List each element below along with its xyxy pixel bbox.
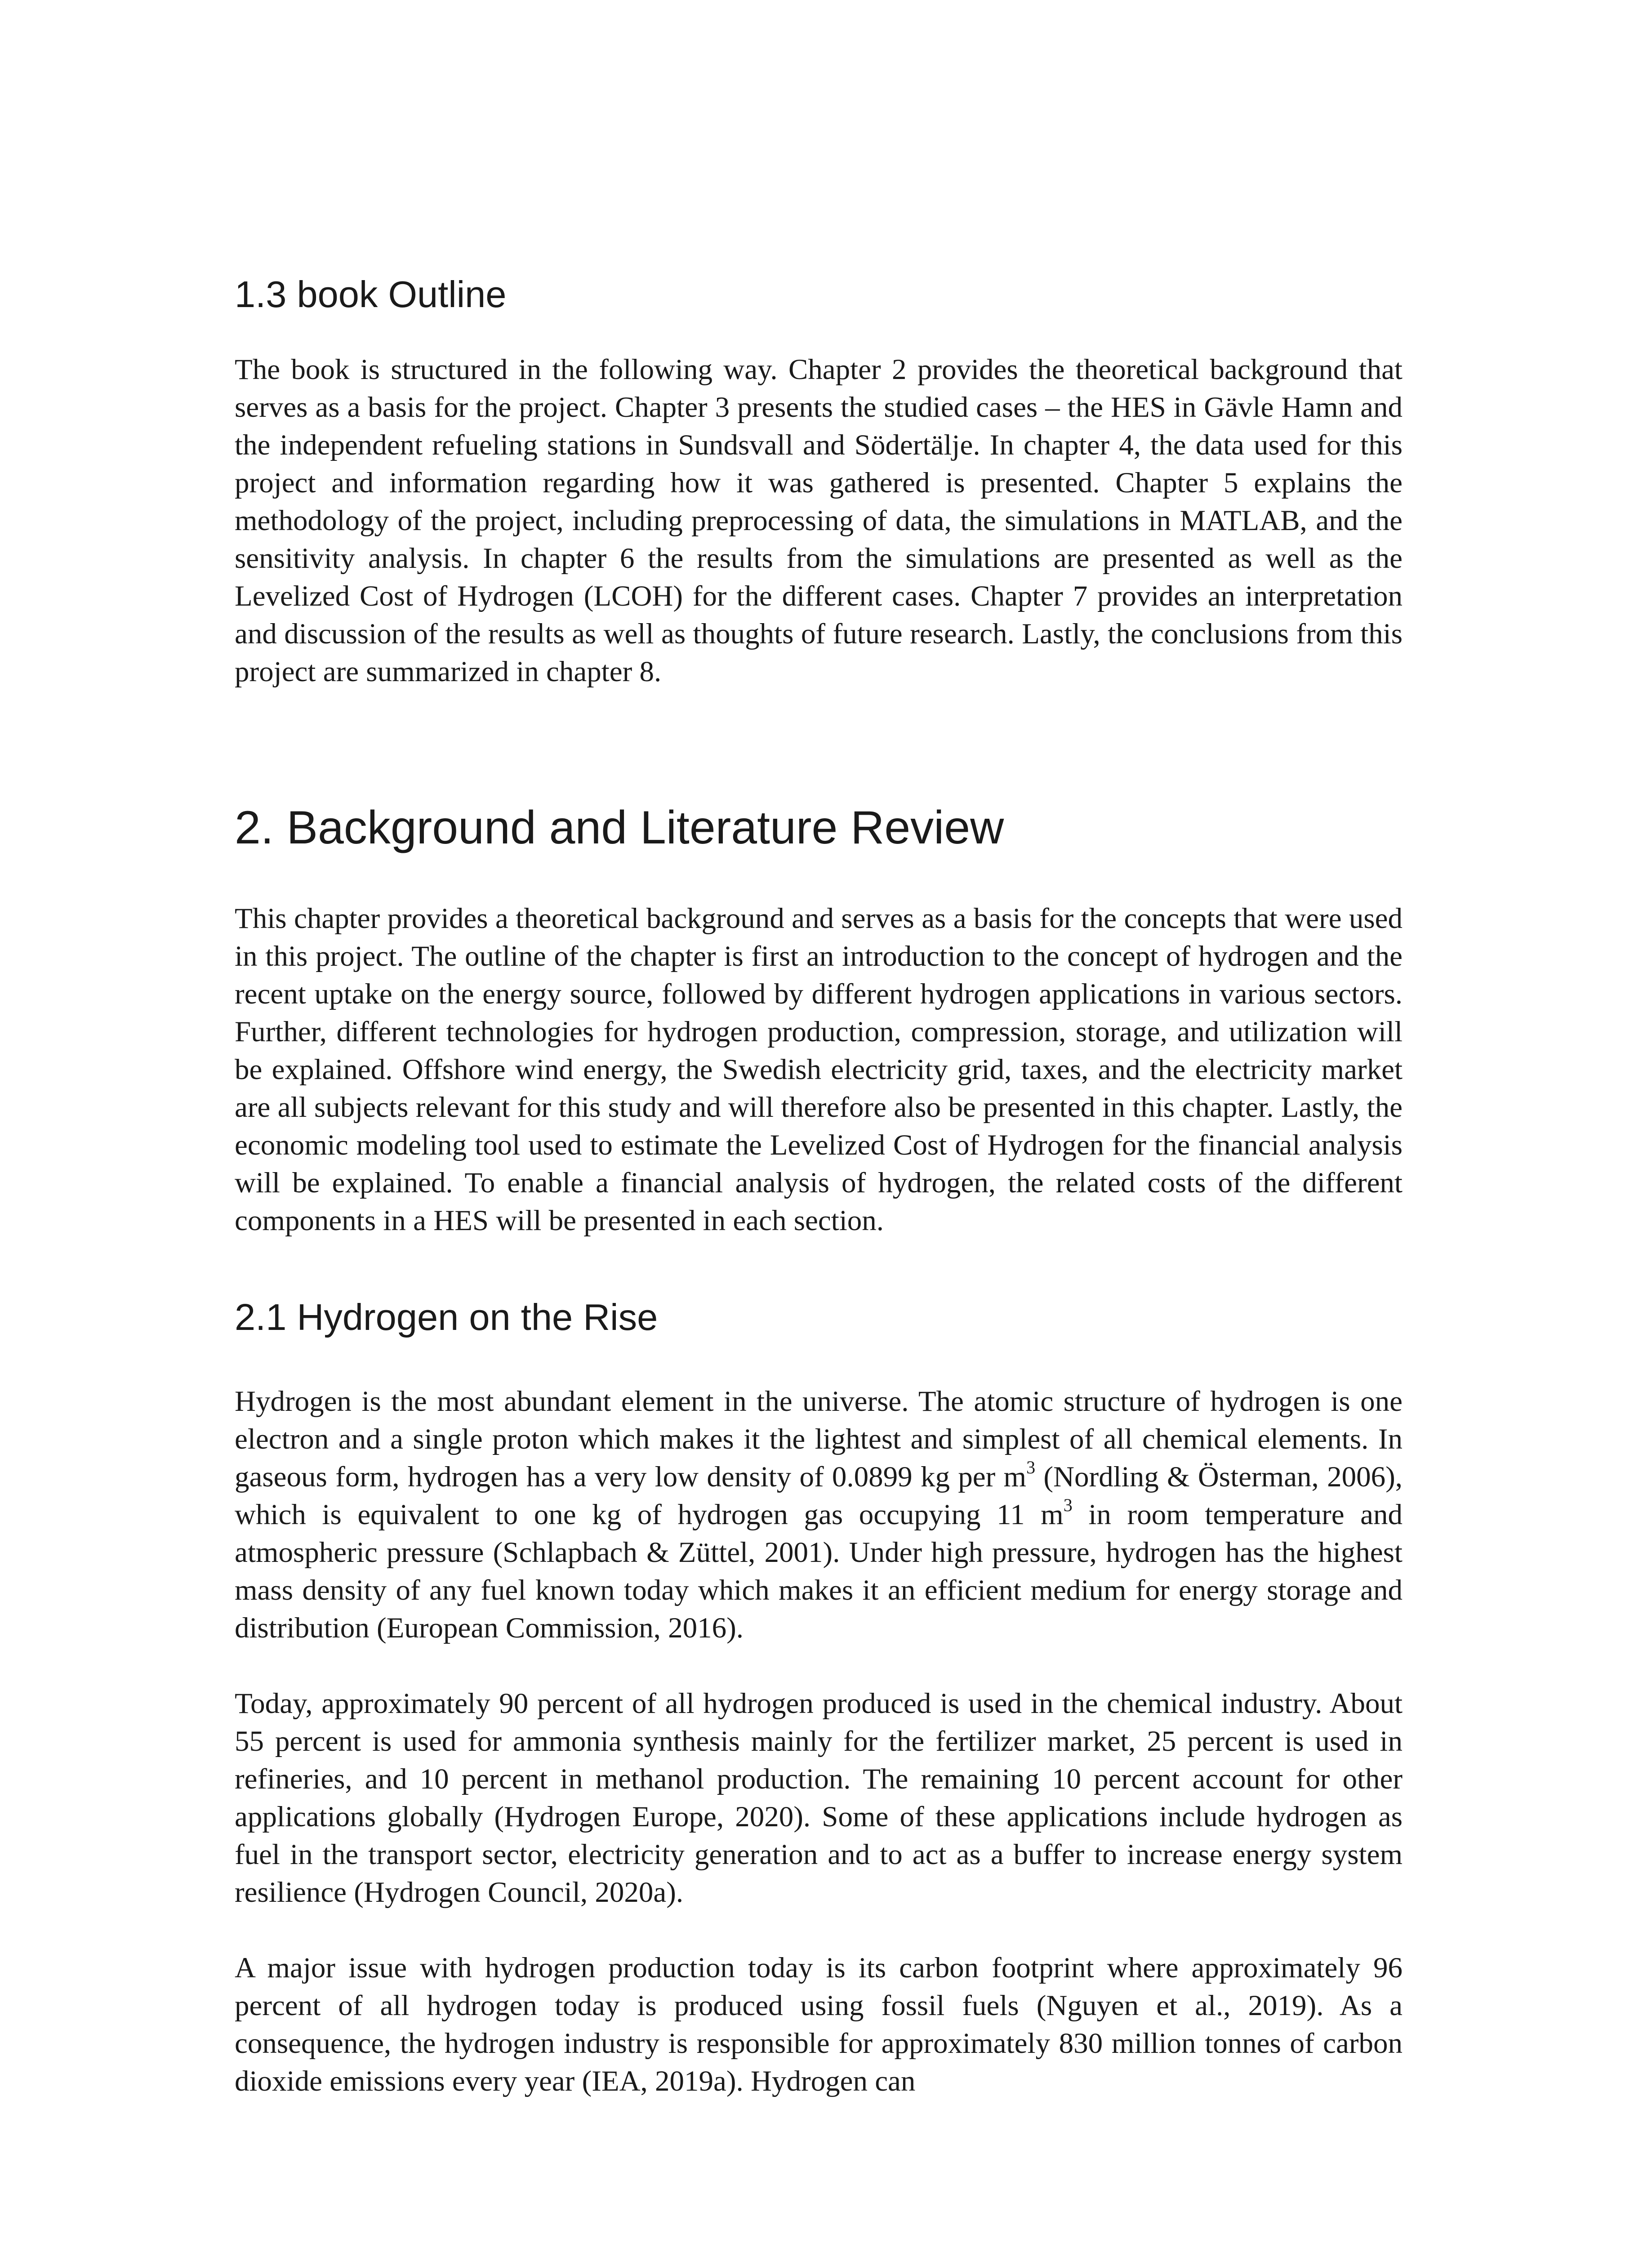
paragraph-carbon-footprint: A major issue with hydrogen production today is its carbon footprint where approximately 96 percent of all hydrogen today is produced using fossil fuels (Nguyen et al., 2019). As a consequence, the hydrogen industry is responsible for approximately 830 million tonnes of carbon dioxide emissions every year (IEA, 2019a). Hydrogen can [235, 1952, 1403, 2097]
text-run: (Nordling & Österman, 2006), which is equivalent to one kg of hydrogen gas occupying 11 m [235, 1461, 1403, 1531]
text-run: Hydrogen is the most abundant element in the universe. The atomic structure of hydrogen is one electron and a single proton which makes it the lightest and simplest of all chemical elements. In gaseous form, hydrogen has a very low density of 0.0899 kg per m [235, 1385, 1403, 1493]
superscript: 3 [1063, 1495, 1073, 1516]
paragraph-hydrogen-properties [235, 1383, 1403, 1647]
paragraph-chapter-intro: This chapter provides a theoretical background and serves as a basis for the concepts that were used in this project. The outline of the chapter is first an introduction to the concept of hydrogen and the recent uptake on the energy source, followed by different hydrogen applications in various sectors. Further, different technologies for hydrogen production, compression, storage, and utilization will be explained. Offshore wind energy, the Swedish electricity grid, taxes, and the electricity market are all subjects relevant for this study and will therefore also be presented in this chapter. Lastly, the economic modeling tool used to estimate the Levelized Cost of Hydrogen for the financial analysis will be explained. To enable a financial analysis of hydrogen, the related costs of the different components in a HES will be presented in each section. [235, 902, 1403, 1237]
section-heading-hydrogen-rise: 2.1 Hydrogen on the Rise [235, 1296, 658, 1338]
chapter-heading-background: 2. Background and Literature Review [235, 802, 1004, 854]
paragraph-hydrogen-usage: Today, approximately 90 percent of all hydrogen produced is used in the chemical industry. About 55 percent is used for ammonia synthesis mainly for the fertilizer market, 25 percent is used in refineries, and 10 percent in methanol production. The remaining 10 percent account for other applications globally (Hydrogen Europe, 2020). Some of these applications include hydrogen as fuel in the transport sector, electricity generation and to act as a buffer to increase energy system resilience (Hydrogen Council, 2020a). [235, 1687, 1403, 1909]
section-heading-book-outline: 1.3 book Outline [235, 273, 507, 315]
text-run: in room temperature and atmospheric pressure (Schlapbach & Züttel, 2001). Under high pressure, hydrogen has the highest mass density of any fuel known today which makes it an efficient medium for energy storage and distribution (European Commission, 2016). [235, 1499, 1403, 1644]
paragraph-book-outline: The book is structured in the following way. Chapter 2 provides the theoretical background that serves as a basis for the project. Chapter 3 presents the studied cases – the HES in Gävle Hamn and the independent refueling stations in Sundsvall and Södertälje. In chapter 4, the data used for this project and information regarding how it was gathered is presented. Chapter 5 explains the methodology of the project, including preprocessing of data, the simulations in MATLAB, and the sensitivity analysis. In chapter 6 the results from the simulations are presented as well as the Levelized Cost of Hydrogen (LCOH) for the different cases. Chapter 7 provides an interpretation and discussion of the results as well as thoughts of future research. Lastly, the conclusions from this project are summarized in chapter 8. [235, 353, 1403, 688]
document-page [235, 270, 1403, 2100]
superscript: 3 [1026, 1457, 1036, 1478]
